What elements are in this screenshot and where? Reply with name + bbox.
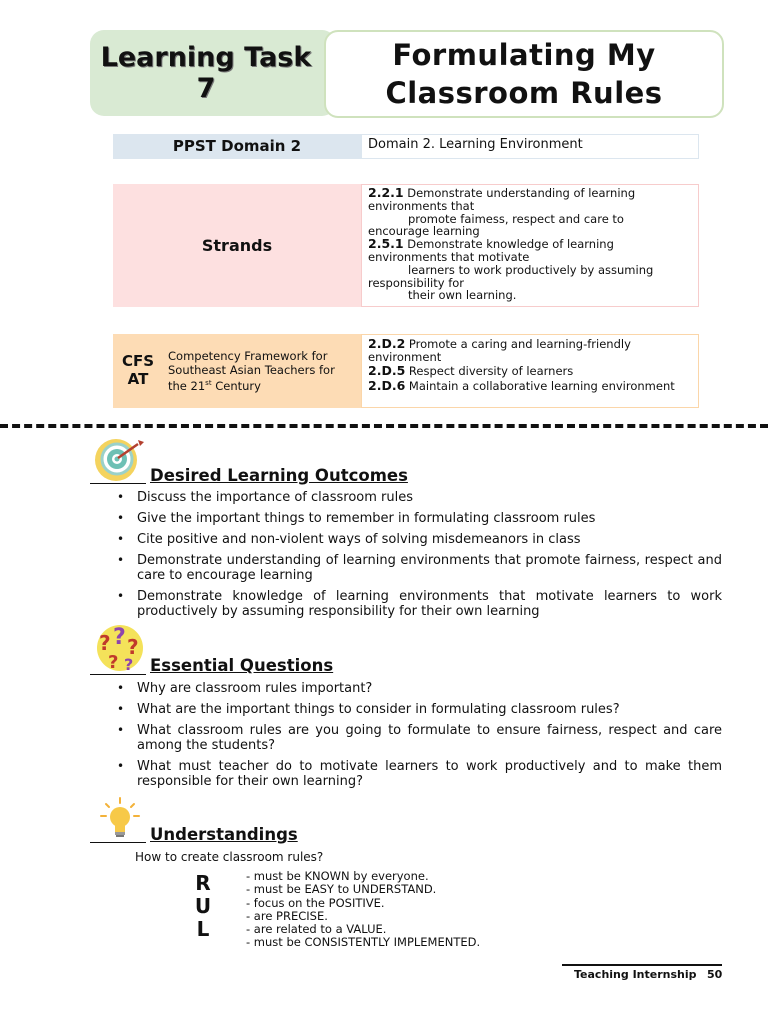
learning-task-title bbox=[78, 42, 334, 104]
outcomes-underline-lead bbox=[90, 483, 146, 484]
rul-rules-list bbox=[246, 870, 480, 950]
rul-letter: U bbox=[194, 894, 212, 918]
strand-code: 2.2.1 bbox=[368, 185, 404, 200]
rul-letter: L bbox=[196, 917, 210, 941]
list-item: • Discuss the importance of classroom rules bbox=[115, 490, 722, 505]
list-item: • What must teacher do to motivate learners to work productively and to make them responsible for their own learning? bbox=[115, 759, 722, 789]
page-number: 50 bbox=[707, 968, 723, 981]
footer-label: Teaching Internship bbox=[574, 968, 697, 981]
questions-heading: Essential Questions bbox=[150, 656, 334, 675]
outcomes-heading: Desired Learning Outcomes bbox=[150, 466, 408, 485]
outcomes-list bbox=[115, 490, 722, 625]
learning-task-number: 7 bbox=[196, 73, 216, 104]
strands-list bbox=[368, 187, 694, 302]
learning-task-label: Learning Task bbox=[100, 42, 312, 73]
ppst-value: Domain 2. Learning Environment bbox=[368, 137, 583, 152]
list-item: • Demonstrate knowledge of learning environments that motivate learners to work productively by assuming responsibility for their own learning bbox=[115, 589, 722, 619]
strand-item bbox=[368, 187, 694, 238]
cfsat-full-line3-post: Century bbox=[211, 378, 261, 393]
strand-text: promote faimess, respect and care to bbox=[408, 211, 624, 226]
strand-text: learners to work productively by assuming bbox=[408, 262, 654, 277]
strand-text: Demonstrate understanding of learning environments that bbox=[368, 186, 636, 213]
rul-letter: R bbox=[195, 871, 211, 895]
cfsat-item bbox=[368, 337, 694, 364]
list-item: • Demonstrate understanding of learning environments that promote fairness, respect and care to encourage learning bbox=[115, 553, 722, 583]
rule-line: - must be KNOWN by everyone. bbox=[246, 869, 429, 883]
cfsat-full-line1: Competency Framework for bbox=[168, 349, 328, 363]
svg-text:?: ? bbox=[113, 625, 126, 650]
footer-rule bbox=[562, 964, 722, 966]
page-title-line1: Formulating My bbox=[392, 38, 656, 72]
page-title bbox=[326, 36, 722, 112]
list-item: • What are the important things to consider in formulating classroom rules? bbox=[115, 702, 722, 717]
svg-text:?: ? bbox=[124, 655, 134, 672]
cfsat-code: 2.D.2 bbox=[368, 336, 406, 351]
cfsat-item bbox=[368, 364, 694, 378]
cfsat-list bbox=[368, 337, 694, 393]
rule-line: - focus on the POSITIVE. bbox=[246, 895, 385, 910]
cfsat-abbr-line2: AT bbox=[127, 370, 149, 388]
cfsat-full-line3-pre: the 21 bbox=[168, 378, 206, 393]
rule-line: - are PRECISE. bbox=[246, 908, 328, 923]
list-item: • Why are classroom rules important? bbox=[115, 681, 722, 696]
svg-text:?: ? bbox=[99, 631, 111, 655]
strand-code: 2.5.1 bbox=[368, 236, 404, 252]
rule-line: - must be CONSISTENTLY IMPLEMENTED. bbox=[246, 935, 481, 950]
cfsat-code: 2.D.5 bbox=[368, 363, 406, 379]
lightbulb-icon bbox=[98, 796, 142, 840]
page-title-line2: Classroom Rules bbox=[385, 76, 663, 110]
cfsat-text: Respect diversity of learners bbox=[405, 364, 574, 379]
list-item: • Give the important things to remember in formulating classroom rules bbox=[115, 511, 722, 526]
questions-list bbox=[115, 681, 722, 795]
cfsat-abbreviation bbox=[113, 352, 163, 388]
svg-text:?: ? bbox=[127, 635, 139, 659]
understandings-underline-lead bbox=[90, 842, 146, 843]
strand-text: Demonstrate knowledge of learning environments that motivate bbox=[368, 237, 614, 264]
cfsat-abbr-line1: CFS bbox=[121, 352, 155, 370]
understandings-intro: How to create classroom rules? bbox=[135, 850, 324, 864]
dashed-separator bbox=[0, 424, 768, 428]
question-marks-icon bbox=[94, 624, 148, 672]
svg-text:?: ? bbox=[108, 652, 119, 672]
target-icon bbox=[94, 436, 148, 482]
questions-underline-lead bbox=[90, 674, 146, 675]
rule-line: - are related to a VALUE. bbox=[246, 922, 387, 937]
cfsat-item bbox=[368, 379, 694, 393]
cfsat-full-line3-sup: st bbox=[205, 379, 212, 387]
strand-text: their own learning. bbox=[408, 288, 517, 303]
cfsat-full-line3 bbox=[168, 377, 358, 393]
cfsat-text: Promote a caring and learning-friendly environment bbox=[368, 337, 631, 365]
cfsat-full-name bbox=[168, 350, 358, 393]
rule-line: - must be EASY to UNDERSTAND. bbox=[246, 882, 437, 897]
strand-item bbox=[368, 238, 694, 302]
list-item: • Cite positive and non-violent ways of solving misdemeanors in class bbox=[115, 532, 722, 547]
strands-label: Strands bbox=[201, 236, 273, 255]
list-item: • What classroom rules are you going to formulate to ensure fairness, respect and care among the students? bbox=[115, 723, 722, 753]
rul-letters bbox=[192, 872, 214, 941]
cfsat-text: Maintain a collaborative learning environment bbox=[405, 378, 675, 393]
strand-text: encourage learning bbox=[368, 224, 480, 239]
cfsat-code: 2.D.6 bbox=[368, 377, 406, 393]
understandings-heading: Understandings bbox=[150, 825, 298, 844]
ppst-label: PPST Domain 2 bbox=[172, 137, 302, 155]
cfsat-full-line2: Southeast Asian Teachers for bbox=[168, 362, 335, 377]
strand-text: responsibility for bbox=[368, 275, 465, 290]
